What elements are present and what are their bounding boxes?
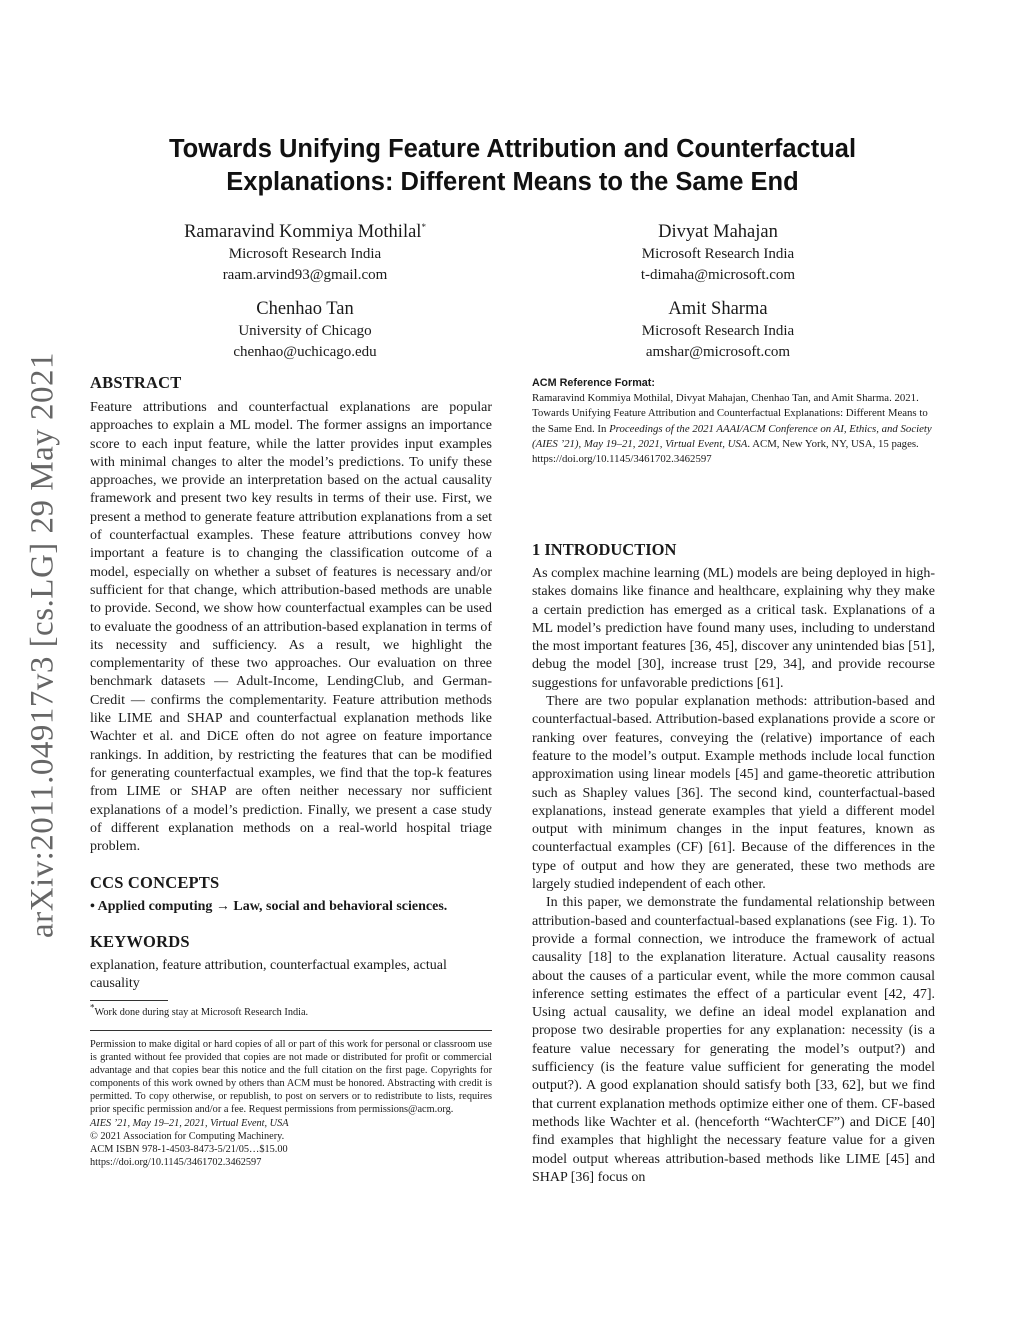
- author-block-4: [538, 297, 898, 362]
- introduction-body: [532, 565, 935, 1187]
- ccs-concepts-text: • Applied computing → Law, social and behavioral sciences.: [90, 899, 448, 914]
- doi-link[interactable]: https://doi.org/10.1145/3461702.3462597: [90, 1156, 262, 1168]
- permission-text: Permission to make digital or hard copies of all or part of this work for personal or classroom use is granted without fee provided that copies are not made or distributed for profit or commercial advantage and that copies bear this notice and the full citation on the first page. Copyrights for components of this work owned by others than ACM must be honored. Abstracting with credit is permitted. To copy otherwise, or republish, to post on servers or to redistribute to lists, requires prior specific permission and/or a fee. Request permissions from permissions@acm.org.: [90, 1039, 492, 1116]
- author-affiliation: Microsoft Research India: [641, 246, 795, 262]
- title-line-2: Explanations: Different Means to the Same End: [226, 168, 799, 196]
- author-email: raam.arvind93@gmail.com: [222, 266, 388, 283]
- paper-title: [90, 133, 935, 199]
- author-email: chenhao@uchicago.edu: [233, 343, 377, 360]
- intro-paragraph-2: There are two popular explanation methods: attribution-based and counterfactual-based. Attribution-based explanations provide a score or ranking over features, conveying the (relative) importance of each feature to the model’s output. Example methods include local function approximation using linear models [45] and game-theoretic attribution such as Shapley values [36]. The second kind, counterfactual-based explanations, instead generate examples that yield a different model output with minimum changes in the input features, known as counterfactual examples (CF) [61]. Because of the differences in the type of output and how they are generated, these two methods are largely studied independent of each other.: [532, 694, 935, 893]
- acm-reference-text-a: Ramaravind Kommiya Mothilal, Divyat Mahajan, Chenhao Tan, and Amit Sharma. 2021. Towards Unifying Feature Attribution and Counterfactual Explanations: Different Means to the Same End. In: [532, 392, 928, 435]
- author-affiliation: University of Chicago: [238, 323, 372, 339]
- permission-rule: [90, 1030, 492, 1031]
- abstract-text: Feature attributions and counterfactual explanations are popular approaches to explain a ML model. The former assigns an importance score to each input feature, while the latter provides input examples with minimal changes to alter the model’s predictions. To unify these approaches, we provide an interpretation based on the actual causality framework and present two key results in terms of their use. First, we present a method to generate feature attribution explanations from a set of counterfactual examples. These feature attributions convey how important a feature is to changing the classification outcome of a model, especially on whether a subset of features is necessary and/or sufficient for that change, which attribution-based methods are unable to provide. Second, we show how counterfactual examples can be used to evaluate the goodness of an attribution-based explanation in terms of its necessity and sufficiency. As a result, we highlight the complementarity of these two approaches. Our evaluation on three benchmark datasets — Adult-Income, LendingClub, and German-Credit — confirms the complementarity. Feature attribution methods like LIME and SHAP and counterfactual explanation methods like Wachter et al. and DiCE often do not agree on feature importance rankings. In addition, by restricting the features that can be modified for generating counterfactual examples, we find that the top-k features from LIME or SHAP are often neither necessary nor sufficient explanations of a model’s prediction. Finally, we present a case study of different explanation methods on a real-world hospital triage problem.: [90, 400, 492, 855]
- abstract-heading: ABSTRACT: [90, 373, 182, 392]
- footnote-rule: [90, 1000, 168, 1001]
- author-block-1: [125, 220, 485, 285]
- acm-reference-text: [532, 391, 937, 467]
- ccs-concepts-heading: CCS CONCEPTS: [90, 873, 220, 892]
- isbn-line: ACM ISBN 978-1-4503-8473-5/21/05…$15.00: [90, 1143, 288, 1155]
- acm-reference-label: ACM Reference Format:: [532, 377, 655, 389]
- author-email: amshar@microsoft.com: [645, 343, 791, 360]
- title-line-1: Towards Unifying Feature Attribution and Counterfactual: [168, 135, 857, 163]
- permission-block: [90, 1038, 492, 1169]
- copyright-line: © 2021 Association for Computing Machinery.: [90, 1130, 285, 1142]
- footnote-text: Work done during stay at Microsoft Research India.: [94, 1007, 309, 1018]
- author-affiliation: Microsoft Research India: [641, 323, 795, 339]
- intro-paragraph-1: As complex machine learning (ML) models are being deployed in high-stakes domains like finance and healthcare, explaining why they make a certain prediction has emerged as a critical task. Explanations of a ML model’s prediction have found many uses, including to understand the most important features [36, 45], discover any unintended bias [51], debug the model [30], increase trust [29, 34], and provide recourse suggestions for unfavorable predictions [61].: [532, 566, 935, 691]
- author-footnote: [90, 1002, 492, 1019]
- acm-reference: [532, 376, 937, 467]
- keywords-text: explanation, feature attribution, counterfactual examples, actual causality: [90, 958, 447, 992]
- footnote-mark: *: [90, 1002, 95, 1013]
- arxiv-identifier: arXiv:2011.04917v3 [cs.LG] 29 May 2021: [24, 351, 61, 939]
- author-block-3: [125, 297, 485, 362]
- author-block-2: [538, 220, 898, 285]
- author-name: Chenhao Tan: [256, 299, 354, 319]
- acm-reference-text-c: . ACM, New York, NY, USA, 15 pages. https://doi.org/10.1145/3461702.3462597: [532, 437, 919, 466]
- author-name: Divyat Mahajan: [658, 222, 778, 242]
- author-email: t-dimaha@microsoft.com: [640, 266, 796, 283]
- conference-venue: AIES ’21, May 19–21, 2021, Virtual Event, USA: [90, 1117, 289, 1129]
- keywords-heading: KEYWORDS: [90, 932, 190, 951]
- acm-reference-proceedings: Proceedings of the 2021 AAAI/ACM Conference on AI, Ethics, and Society (AIES ’21), May 19–21, 2021, Virtual Event, USA: [532, 422, 932, 450]
- intro-paragraph-3: In this paper, we demonstrate the fundamental relationship between attribution-based and counterfactual-based explanations (see Fig. 1). To provide a formal connection, we introduce the framework of actual causality [18] to the explanation literature. Actual causality reasons about the causes of a particular event, while the more common causal inference setting estimates the effect of a particular event [42, 47]. Using actual causality, we define an ideal model explanation and propose two desirable properties for any explanation: necessity (is a feature value necessary for generating the model’s output?) and sufficiency (is the feature value sufficient for generating the model output?). A good explanation should satisfy both [33, 62], but we find that current explanation methods optimize either one of them. CF-based methods like Wachter et al. (henceforth “WachterCF”) and DiCE [40] find examples that highlight the necessary feature value for a given model output whereas attribution-based methods like LIME [45] and SHAP [36] focus on: [532, 895, 935, 1185]
- author-name: Ramaravind Kommiya Mothilal: [184, 222, 422, 242]
- author-affiliation: Microsoft Research India: [228, 246, 382, 262]
- author-name: Amit Sharma: [668, 299, 768, 319]
- author-footnote-mark: *: [421, 221, 426, 232]
- introduction-heading: 1 INTRODUCTION: [532, 540, 677, 559]
